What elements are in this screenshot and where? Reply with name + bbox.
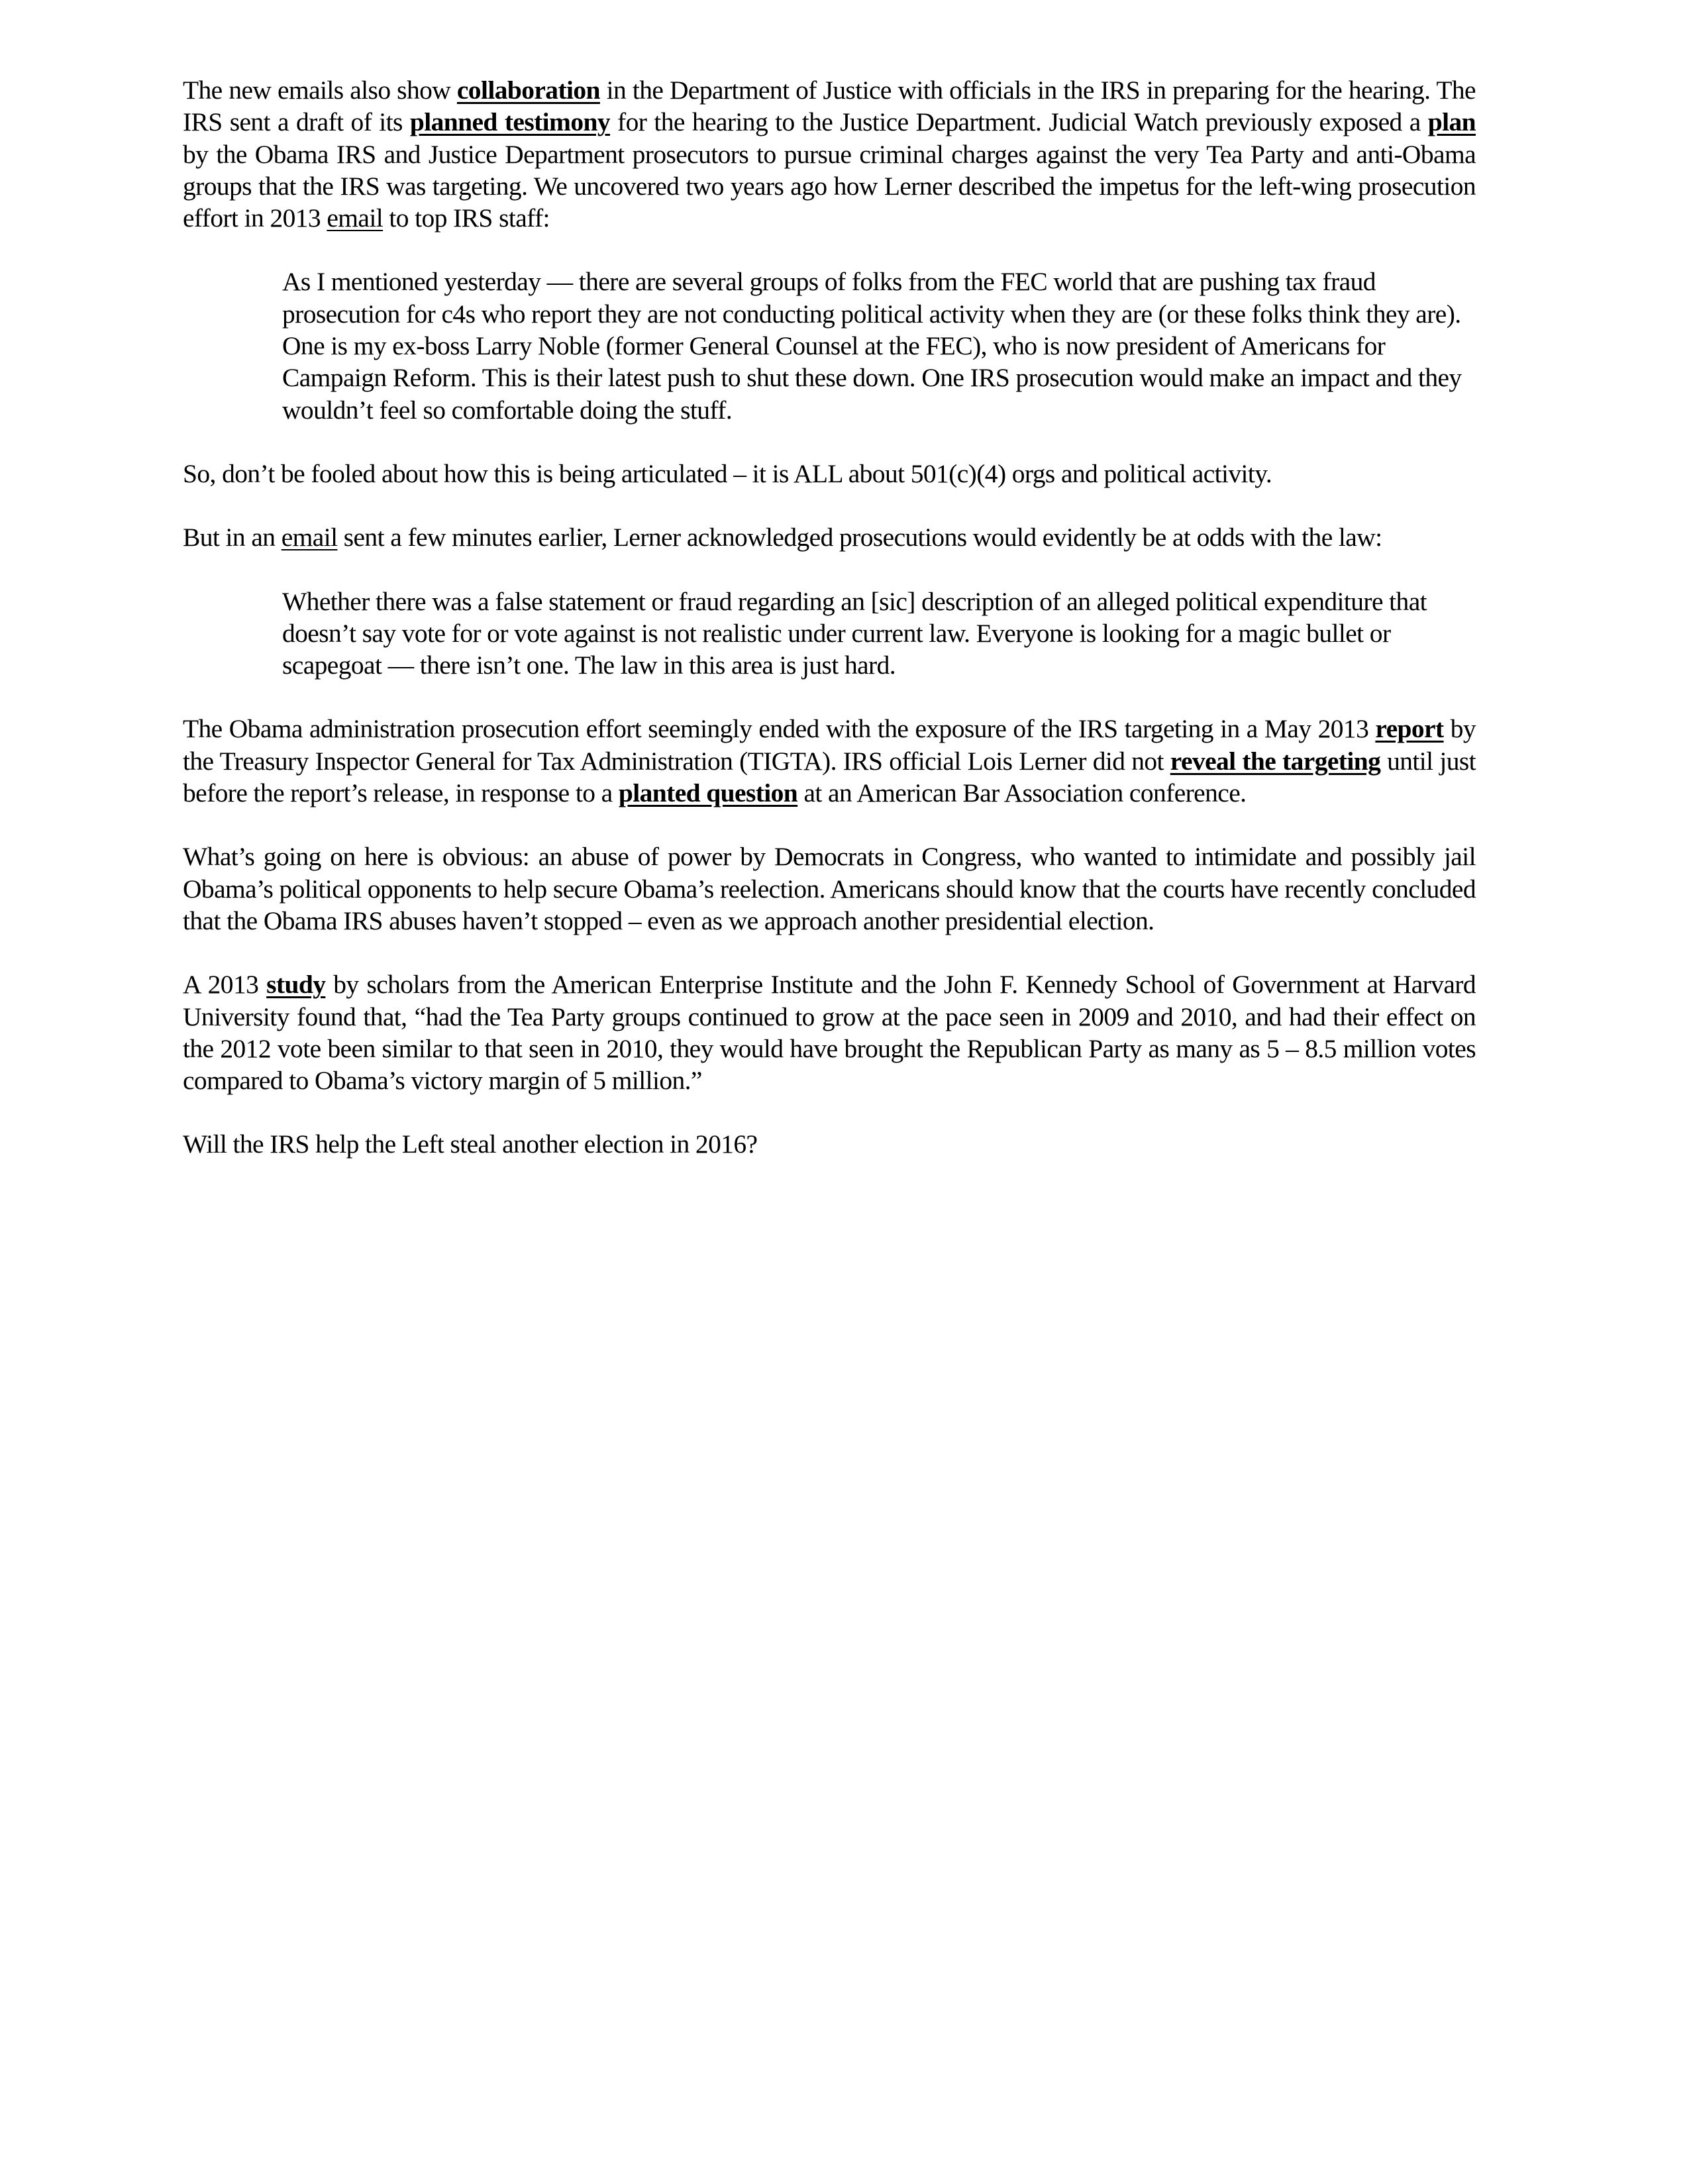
- text-run: until just before the report’s release, in response to a: [183, 746, 1476, 808]
- paragraph-tigta-report: [183, 713, 1476, 809]
- hyperlink-email[interactable]: email: [327, 203, 384, 233]
- text-run: As I mentioned yesterday — there are several groups of folks from the FEC world that are pushing tax fraud prosecution for c4s who report they are not conducting political activity when they are (or these folks think they are). One is my ex-boss Larry Noble (former General Counsel at the FEC), who is now president of Americans for Campaign Reform. This is their latest push to shut these down. One IRS prosecution would make an impact and they wouldn’t feel so comfortable doing the stuff.: [282, 267, 1462, 425]
- hyperlink-study[interactable]: study: [266, 970, 326, 1000]
- text-run: in the Department of Justice with officials in the IRS in preparing for the hearing. The IRS sent a draft of its: [183, 76, 1476, 137]
- paragraph-closing-question: [183, 1128, 1476, 1160]
- text-run: by the Obama IRS and Justice Department prosecutors to pursue criminal charges against the very Tea Party and anti-Obama groups that the IRS was targeting. We uncovered two years ago how Lerner described the impetus for the left-wing prosecution effort in 2013: [183, 139, 1476, 233]
- text-run: Whether there was a false statement or fraud regarding an [sic] description of an alleged political expenditure that doesn’t say vote for or vote against is not realistic under current law. Everyone is looking for a magic bullet or scapegoat — there isn’t one. The law in this area is just hard.: [282, 586, 1427, 680]
- text-run: by scholars from the American Enterprise Institute and the John F. Kennedy School of Government at Harvard University found that, “had the Tea Party groups continued to grow at the pace seen in 2009 and 2010, and had their effect on the 2012 vote been similar to that seen in 2010, they would have brought the Republican Party as many as 5 – 8.5 million votes compared to Obama’s victory margin of 5 million.”: [183, 970, 1476, 1096]
- hyperlink-plan[interactable]: plan: [1427, 107, 1476, 137]
- text-run: But in an: [183, 523, 282, 552]
- paragraph-abuse-of-power: [183, 841, 1476, 937]
- paragraph-collaboration: [183, 74, 1476, 234]
- text-run: The new emails also show: [183, 76, 457, 105]
- text-run: at an American Bar Association conference.: [797, 778, 1247, 808]
- text-run: sent a few minutes earlier, Lerner acknowledged prosecutions would evidently be at odds with the law:: [337, 523, 1382, 552]
- hyperlink-reveal-the-targeting[interactable]: reveal the targeting: [1170, 746, 1381, 776]
- block-quote-lerner-email-2: [282, 586, 1474, 682]
- text-run: So, don’t be fooled about how this is being articulated – it is ALL about 501(c)(4) orgs and political activity.: [183, 458, 1272, 488]
- hyperlink-collaboration[interactable]: collaboration: [456, 76, 600, 105]
- hyperlink-email[interactable]: email: [281, 523, 338, 552]
- paragraph-study: [183, 968, 1476, 1096]
- text-run: to top IRS staff:: [383, 203, 550, 233]
- document-page: [183, 74, 1476, 1192]
- hyperlink-planned-testimony[interactable]: planned testimony: [409, 107, 611, 137]
- text-run: The Obama administration prosecution effort seemingly ended with the exposure of the IRS targeting in a May 2013: [183, 714, 1376, 744]
- paragraph-earlier-email: [183, 521, 1476, 553]
- hyperlink-planted-question[interactable]: planted question: [618, 778, 798, 808]
- text-run: A 2013: [183, 970, 267, 1000]
- block-quote-lerner-email-1: [282, 266, 1474, 425]
- text-run: What’s going on here is obvious: an abuse of power by Democrats in Congress, who wanted to intimidate and possibly jail Obama’s political opponents to help secure Obama’s reelection. Americans should know that the courts have recently concluded that the Obama IRS abuses haven’t stopped – even as we approach another presidential election.: [183, 842, 1476, 935]
- text-run: Will the IRS help the Left steal another election in 2016?: [183, 1129, 758, 1159]
- hyperlink-report[interactable]: report: [1375, 714, 1444, 744]
- text-run: by the Treasury Inspector General for Tax Administration (TIGTA). IRS official Lois Lerner did not: [183, 714, 1476, 776]
- text-run: for the hearing to the Justice Department. Judicial Watch previously exposed a: [610, 107, 1428, 137]
- paragraph-501c4: [183, 458, 1476, 490]
